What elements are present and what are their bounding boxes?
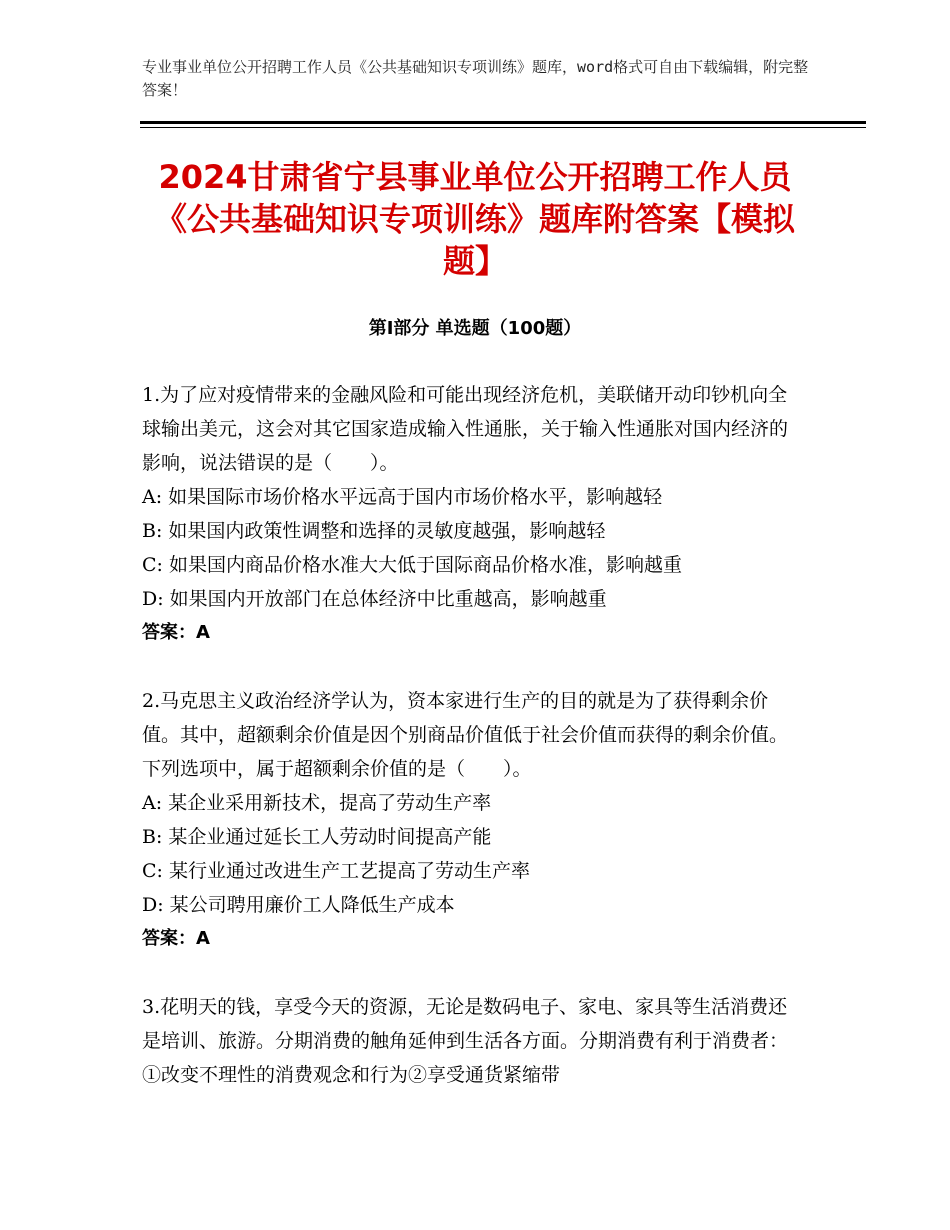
question-stem: 3.花明天的钱，享受今天的资源，无论是数码电子、家电、家具等生活消费还是培训、旅游。分期消费的触角延伸到生活各方面。分期消费有利于消费者：①改变不理性的消费观念和行为②享受通货紧缩带 (142, 996, 789, 1086)
option-d: D: 如果国内开放部门在总体经济中比重越高，影响越重 (142, 588, 607, 610)
header-note: 专业事业单位公开招聘工作人员《公共基础知识专项训练》题库，word格式可自由下载编辑，附完整答案！ (142, 58, 809, 99)
section-title: 第Ⅰ部分 单选题（100题） (368, 318, 582, 339)
header-divider-thick (140, 121, 866, 124)
option-a: A: 某企业采用新技术，提高了劳动生产率 (142, 792, 492, 814)
header-divider-thin (140, 127, 866, 128)
question-2 (142, 684, 798, 956)
document-title: 2024甘肃省宁县事业单位公开招聘工作人员《公共基础知识专项训练》题库附答案【模拟题】 (154, 158, 795, 280)
option-d: D: 某公司聘用廉价工人降低生产成本 (142, 894, 455, 916)
option-c: C: 某行业通过改进生产工艺提高了劳动生产率 (142, 860, 530, 882)
question-stem: 2.马克思主义政治经济学认为，资本家进行生产的目的就是为了获得剩余价值。其中，超额剩余价值是因个别商品价值低于社会价值而获得的剩余价值。下列选项中，属于超额剩余价值的是（ ）。 (142, 690, 789, 780)
answer-label: 答案：A (142, 622, 210, 643)
question-1 (142, 378, 798, 650)
option-c: C: 如果国内商品价格水准大大低于国际商品价格水准，影响越重 (142, 554, 682, 576)
question-3 (142, 990, 798, 1092)
question-stem: 1.为了应对疫情带来的金融风险和可能出现经济危机，美联储开动印钞机向全球输出美元，这会对其它国家造成输入性通胀，关于输入性通胀对国内经济的影响，说法错误的是（ ）。 (142, 384, 789, 474)
option-b: B: 如果国内政策性调整和选择的灵敏度越强，影响越轻 (142, 520, 606, 542)
answer-label: 答案：A (142, 928, 210, 949)
option-a: A: 如果国际市场价格水平远高于国内市场价格水平，影响越轻 (142, 486, 663, 508)
question-list (142, 378, 798, 1126)
option-b: B: 某企业通过延长工人劳动时间提高产能 (142, 826, 492, 848)
